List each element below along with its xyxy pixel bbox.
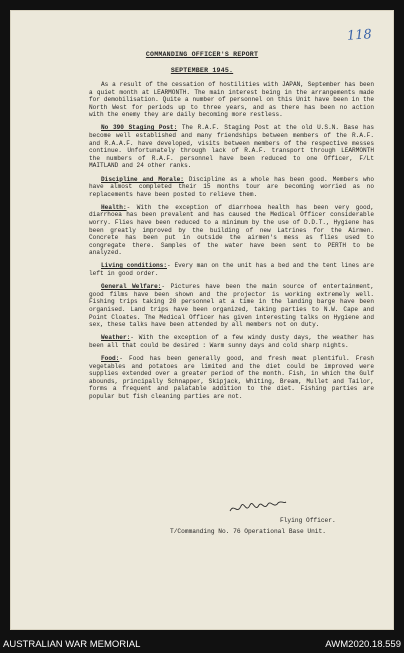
paragraph-discipline [89,176,374,199]
paragraph-heading: Discipline and Morale: [101,175,184,183]
paragraph-text: - Every man on the unit has a bed and the tent lines are left in good order. [89,262,374,278]
paragraph-text: The R.A.F. Staging Post at the old U.S.N. Base has become well established and many friendships between members of the R.A.F. and R.A.A.F. have developed, visits between members of the respective messes continue. Unfortunately through lack of R.A.F. transport through LEARMONTH the numbers of R.A.F. personnel have been reduced to one Officer, F/Lt MAITLAND and 24 other ranks. [89,124,375,170]
paragraph-heading: No 390 Staging Post: [101,124,178,132]
paragraph-text: As a result of the cessation of hostilities with JAPAN, September has been a quiet month at LEARMONTH. The main interest being in the arrangements made for demobilisation. Quite a number of personnel on this Unit have been in the North West for periods up to three years, and as there has been no action with the enemy they are daily becoming more restless. [89,81,374,119]
footer-source: AUSTRALIAN WAR MEMORIAL [3,639,141,650]
paragraph-text: - Food has been generally good, and fresh meat plentiful. Fresh vegetables and potatoes are limited and the diet could be improved were supplies extended over a greater period of the month. Fish, in which the Gulf abounds, principally Schnapper, Skipjack, Whiting, Bream, Mullet and Tailor, forms a frequent and palatable addition to the diet. Fishing parties are popular but fish cleaning parties are not. [89,354,374,400]
paragraph-heading: Food: [101,354,120,362]
paragraph-text: - With the exception of a few windy dusty days, the weather has been all that could be desired : Warm sunny days and cold sharp nights. [89,334,374,349]
paragraph-introduction [89,81,374,119]
report-title: COMMANDING OFFICER'S REPORT [145,51,259,58]
paragraph-staging-post [89,124,374,170]
archive-footer [0,637,404,653]
report-period: SEPTEMBER 1945. [170,67,234,74]
paragraph-heading: Living conditions: [101,262,167,270]
paragraph-living-conditions [89,262,374,277]
document-page [10,10,394,630]
paragraph-heading: General Welfare: [101,283,162,291]
paragraph-heading: Health: [101,203,127,211]
paragraph-health [89,204,374,257]
paragraph-heading: Weather: [101,334,131,342]
signatory-rank: Flying Officer. [280,517,336,524]
paragraph-text: - Pictures have been the main source of entertainment, good films have been shown and the projector is working extremely well. Fishing trips taking 20 personnel at a time in the landing barge have been organised. Land trips have been organized, taking parties to N.W. Cape and Point Cloates. The Medical Officer has given interesting talks on Hygiene and sex, these talks have been attended by all members not on duty. [89,283,374,329]
paragraph-text: Discipline as a whole has been good. Members who have almost completed their 15 months tour are becoming worried as no replacements have been posted to relieve them. [89,175,375,198]
paragraph-text: - With the exception of diarrhoea health has been very good, diarrhoea has been prevalent and has caused the Medical Officer considerable worry. Flies have been reduced to a minimum by the use of D.D.T., Hygiene has been greatly improved by the building of new Latrines for the Airmen. Concrete has been put in outside the airmen's mess as flies used to congregate there. Samples of the water have been sent to PERTH to be analyzed. [89,203,374,257]
signatory-unit: T/Commanding No. 76 Operational Base Unit. [170,528,326,535]
paragraph-food [89,355,374,401]
folio-number: 118 [346,27,373,44]
paragraph-general-welfare [89,283,374,329]
handwritten-signature [228,495,288,517]
footer-accession-number: AWM2020.18.559 [325,639,401,650]
paragraph-weather [89,334,374,349]
report-body [89,81,374,406]
